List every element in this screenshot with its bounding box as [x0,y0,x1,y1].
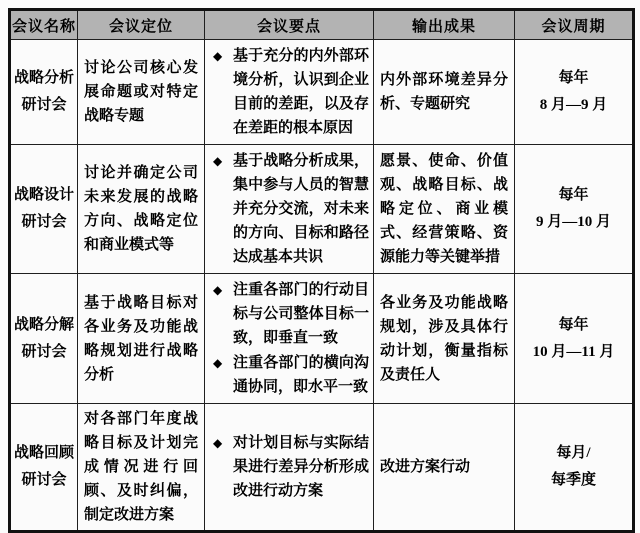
meeting-key-points-cell [205,145,374,274]
meeting-cycle-line: 每季度 [550,472,596,488]
header-row [10,10,634,40]
diamond-bullet-icon: ◆ [213,154,223,168]
meeting-cycle-cell [515,145,634,274]
meeting-name-line: 战略分析 [13,70,74,86]
table-row [10,404,634,532]
bullet-item [211,278,369,350]
meeting-name-line: 战略分解 [13,316,74,333]
diamond-bullet-icon: ◆ [213,356,223,370]
meeting-positioning-cell: 讨论公司核心发展命题或对特定战略专题 [78,40,205,145]
meeting-name-cell [10,404,78,532]
meeting-name-line: 研讨会 [21,97,67,113]
meeting-name-cell [10,40,78,145]
column-header-cycle: 会议周期 [515,10,634,40]
meeting-output-cell: 各业务及功能战略规划，涉及具体行动计划，衡量指标及责任人 [374,274,515,404]
meeting-name-line: 战略回顾 [13,445,74,461]
meeting-name-cell [10,145,78,274]
meeting-positioning-cell: 对各部门年度战略目标及计划完成情况进行回顾、及时纠偏，制定改进方案 [78,404,205,532]
table-row [10,145,634,274]
meeting-positioning-cell: 讨论并确定公司未来发展的战略方向、战略定位和商业模式等 [78,145,205,274]
meeting-cycle-cell [515,274,634,404]
meeting-cycle-line: 9 月—10 月 [535,214,611,230]
bullet-item [211,44,369,140]
meeting-name-line: 研讨会 [21,472,67,488]
meeting-cycle-line: 每年 [558,316,589,333]
column-header-key-points: 会议要点 [205,10,374,40]
diamond-bullet-icon: ◆ [213,49,223,63]
diamond-bullet-icon: ◆ [213,283,223,297]
bullet-text: 基于战略分析成果，集中参与人员的智慧并充分交流，对未来的方向、目标和路径达成基本共识 [233,153,369,265]
bullet-text: 注重各部门的横向沟通协同，即水平一致 [233,355,369,395]
bullet-item [211,431,369,503]
meeting-cycle-line: 10 月—11 月 [532,343,615,360]
meeting-cycle-line: 每月/ [556,445,591,461]
meeting-key-points-cell [205,404,374,532]
bullet-item [211,351,369,399]
bullet-text: 基于充分的内外部环境分析，认识到企业目前的差距，以及存在差距的根本原因 [233,48,369,136]
meeting-name-line: 研讨会 [21,214,67,230]
meeting-name-line: 研讨会 [21,343,67,360]
bullet-text: 对计划目标与实际结果进行差异分析形成改进行动方案 [233,435,369,499]
meeting-cycle-cell [515,40,634,145]
table-row [10,40,634,145]
meeting-output-cell: 内外部环境差异分析、专题研究 [374,40,515,145]
meeting-name-line: 战略设计 [13,187,74,203]
meeting-cycle-cell [515,404,634,532]
table-row [10,274,634,404]
strategy-meetings-table-wrap [8,8,635,533]
meeting-cycle-line: 8 月—9 月 [539,97,608,113]
meeting-name-cell [10,274,78,404]
meeting-cycle-line: 每年 [558,187,589,203]
meeting-output-cell: 改进方案行动 [374,404,515,532]
column-header-meeting-name: 会议名称 [10,10,78,40]
meeting-key-points-cell [205,274,374,404]
meeting-output-cell: 愿景、使命、价值观、战略目标、战略定位、商业模式、经营策略、资源能力等关键举措 [374,145,515,274]
strategy-meetings-table [8,8,635,533]
meeting-cycle-line: 每年 [558,70,589,86]
meeting-key-points-cell [205,40,374,145]
bullet-item [211,149,369,269]
diamond-bullet-icon: ◆ [213,436,223,450]
bullet-text: 注重各部门的行动目标与公司整体目标一致，即垂直一致 [233,282,369,346]
meeting-positioning-cell: 基于战略目标对各业务及功能战略规划进行战略分析 [78,274,205,404]
column-header-positioning: 会议定位 [78,10,205,40]
column-header-output: 输出成果 [374,10,515,40]
